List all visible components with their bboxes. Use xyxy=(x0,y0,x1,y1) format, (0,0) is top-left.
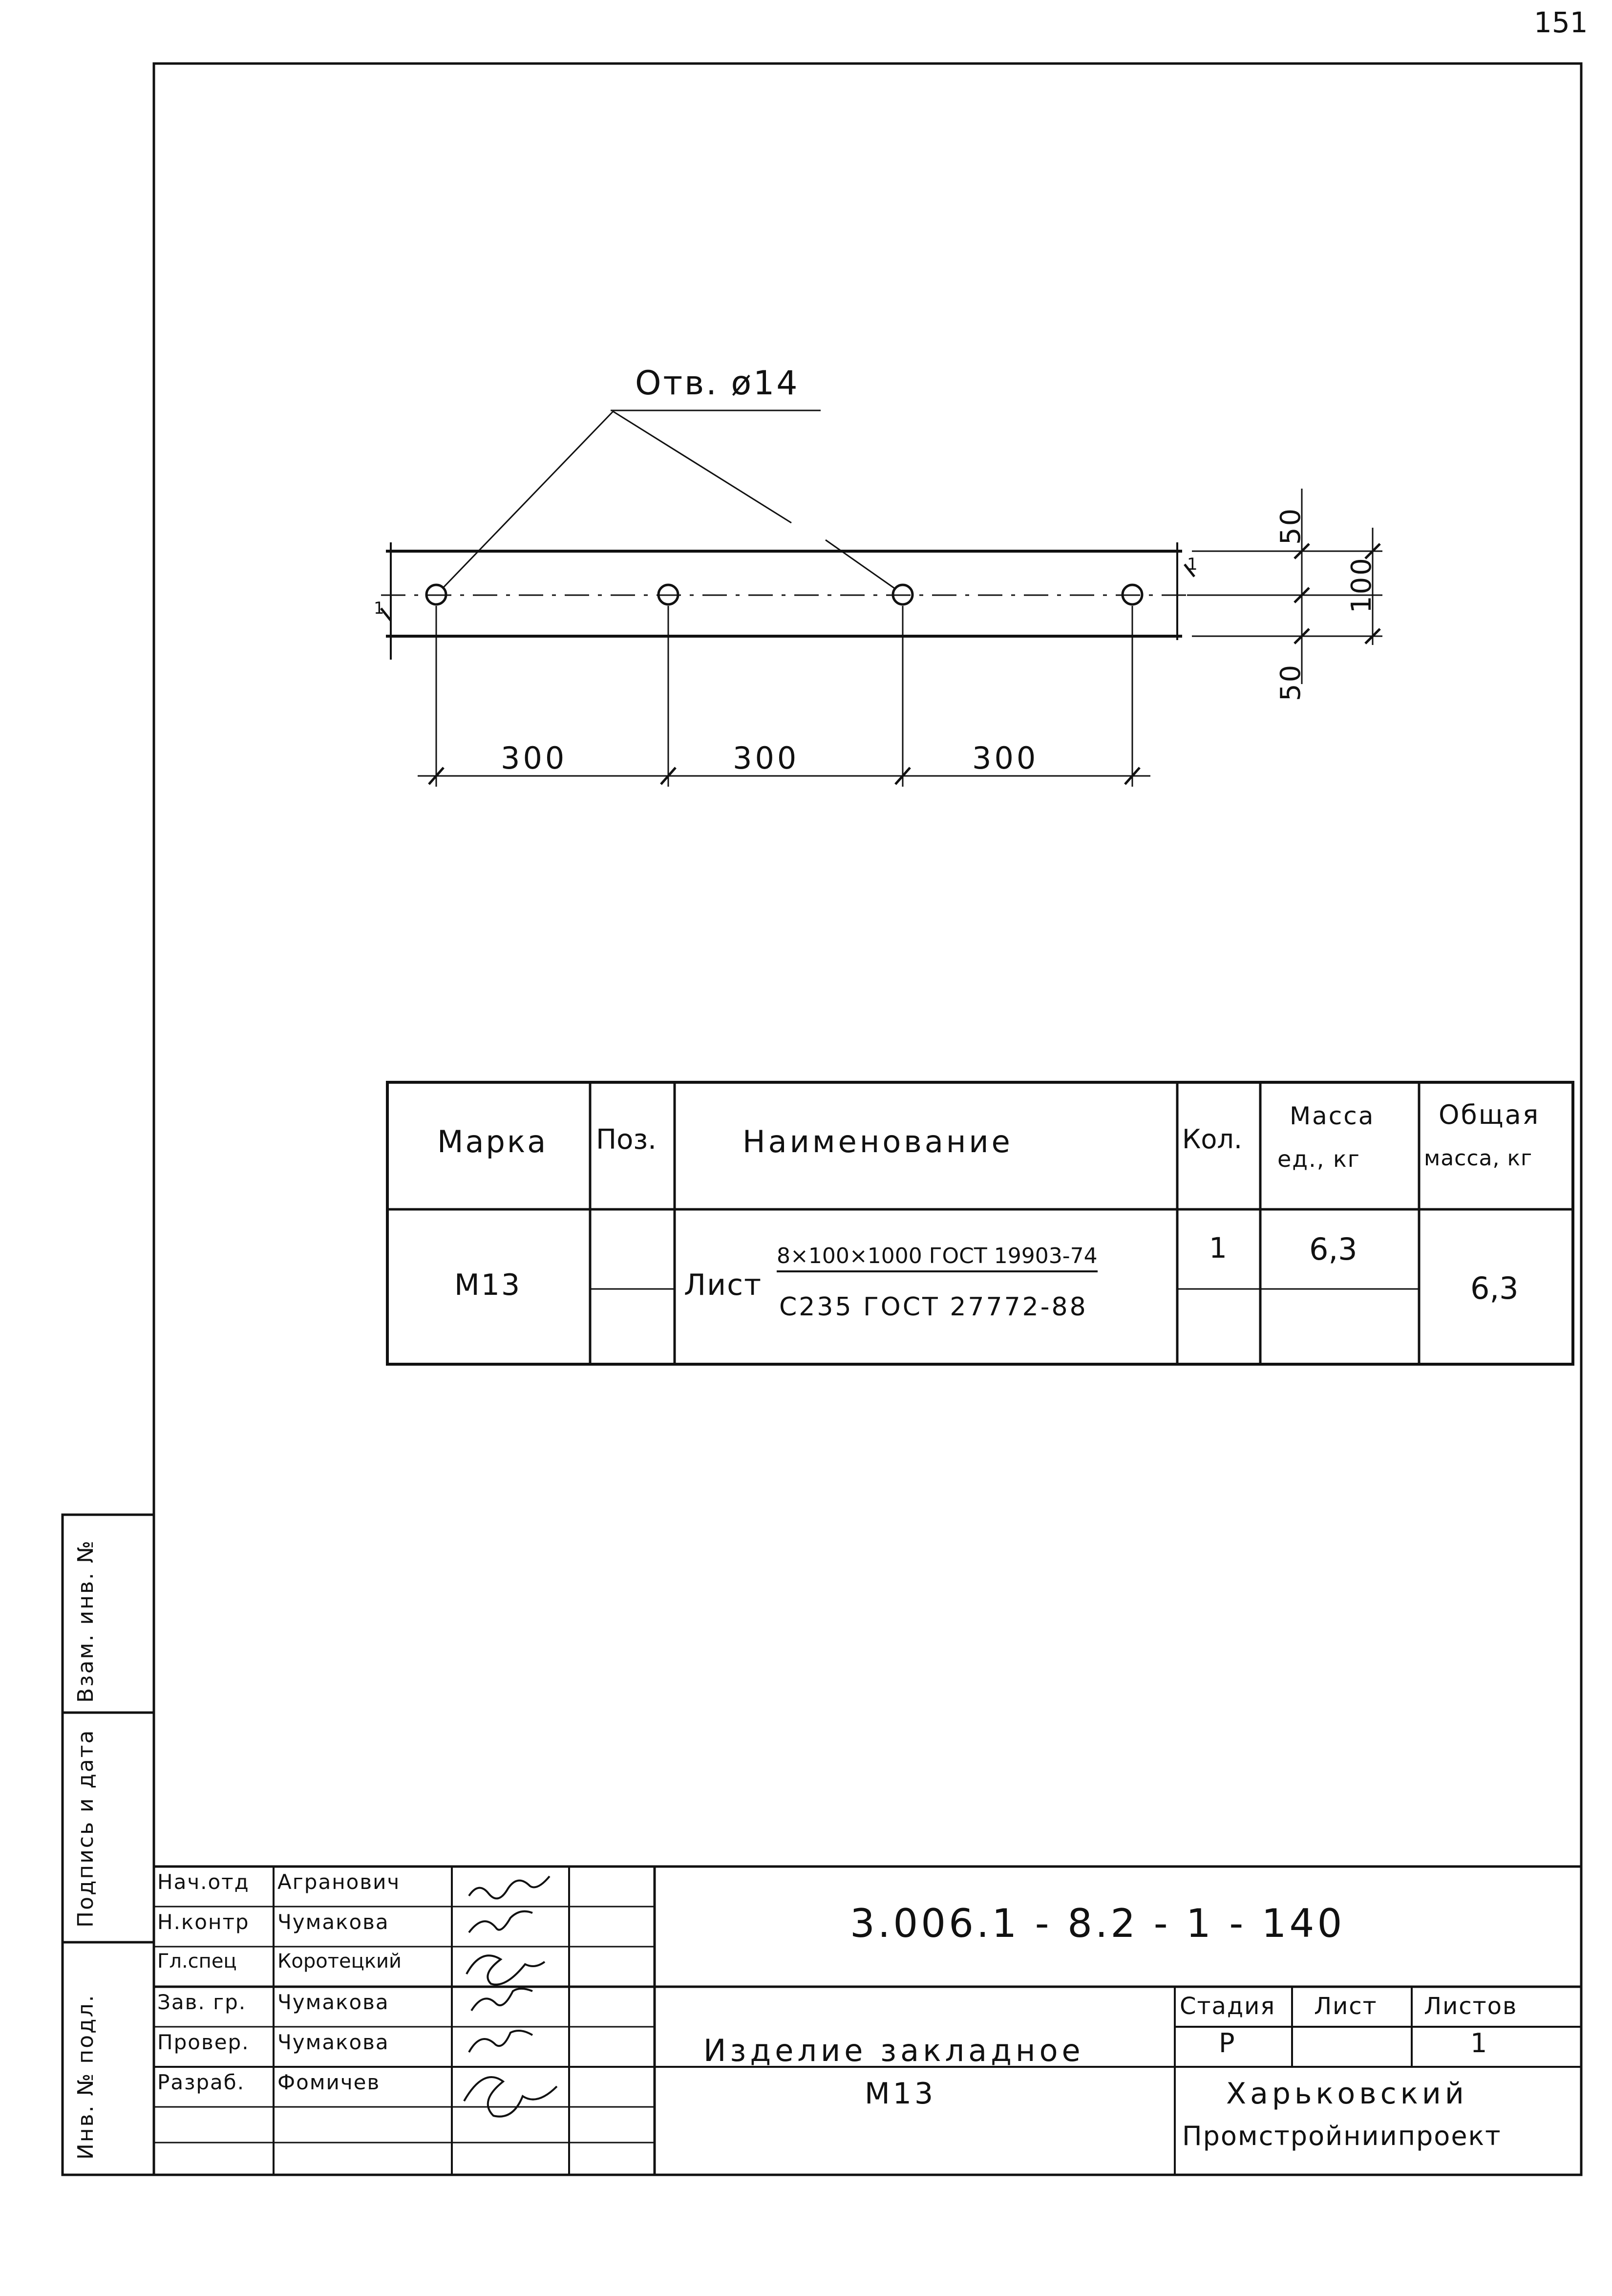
signature-2 xyxy=(469,1911,532,1932)
signature-4 xyxy=(471,1989,532,2011)
role-6: Разраб. xyxy=(157,2070,245,2094)
row-name-bottom: С235 ГОСТ 27772-88 xyxy=(779,1292,1088,1322)
stage-value: Р xyxy=(1219,2028,1235,2059)
row-unit-mass: 6,3 xyxy=(1309,1231,1357,1267)
header-pos: Поз. xyxy=(596,1124,657,1156)
row-name-prefix: Лист xyxy=(684,1268,763,1302)
header-unit-mass-2: ед., кг xyxy=(1277,1146,1360,1172)
sheets-value: 1 xyxy=(1470,2028,1487,2059)
signature-6 xyxy=(464,2077,557,2117)
role-2: Н.контр xyxy=(157,1910,250,1934)
signature-5 xyxy=(469,2031,532,2052)
name-4: Чумакова xyxy=(277,1990,389,2014)
signature-1 xyxy=(469,1876,550,1898)
name-1: Агранович xyxy=(277,1870,401,1894)
name-2: Чумакова xyxy=(277,1910,389,1934)
section-marks xyxy=(381,564,1194,621)
side-replace-inv: Взам. инв. № xyxy=(73,1539,98,1703)
row-total-mass: 6,3 xyxy=(1470,1270,1519,1306)
dim-spacing-1: 300 xyxy=(501,740,568,776)
header-name: Наименование xyxy=(742,1124,1013,1159)
header-total-mass-1: Общая xyxy=(1439,1099,1540,1130)
page-number: 151 xyxy=(1534,6,1588,39)
product-name-1: Изделие закладное xyxy=(703,2033,1084,2068)
sheets-label: Листов xyxy=(1424,1993,1518,2020)
org-1: Харьковский xyxy=(1226,2077,1468,2111)
row-name-top: 8×100×1000 ГОСТ 19903-74 xyxy=(777,1244,1098,1272)
name-3: Коротецкий xyxy=(277,1950,402,1973)
header-total-mass-2: масса, кг xyxy=(1424,1146,1533,1171)
header-unit-mass-1: Масса xyxy=(1290,1102,1375,1130)
section-mark-left: 1 xyxy=(374,599,384,618)
side-sign-date: Подпись и дата xyxy=(73,1729,98,1928)
role-1: Нач.отд xyxy=(157,1870,250,1894)
role-3: Гл.спец xyxy=(157,1950,237,1973)
signatures xyxy=(464,1876,557,2117)
dim-width: 100 xyxy=(1346,557,1378,613)
org-2: Промстройниипроект xyxy=(1182,2121,1502,2151)
dim-spacing-3: 300 xyxy=(972,740,1039,776)
header-qty: Кол. xyxy=(1182,1124,1243,1155)
product-name-2: М13 xyxy=(865,2077,936,2111)
stage-label: Стадия xyxy=(1180,1993,1276,2020)
name-6: Фомичев xyxy=(277,2070,381,2094)
hole-label: Отв. ø14 xyxy=(635,364,800,403)
side-inv-orig: Инв. № подл. xyxy=(73,1994,98,2160)
row-qty: 1 xyxy=(1209,1231,1227,1265)
hole-leader-lines xyxy=(443,410,896,589)
name-5: Чумакова xyxy=(277,2030,389,2054)
dim-edge-top: 50 xyxy=(1275,507,1307,545)
doc-code: 3.006.1 - 8.2 - 1 - 140 xyxy=(850,1901,1345,1946)
section-mark-right: 1 xyxy=(1187,555,1198,574)
plate-drawing xyxy=(381,410,1382,787)
row-mark: М13 xyxy=(454,1268,522,1302)
sheet-label: Лист xyxy=(1314,1993,1378,2020)
dim-edge-bottom: 50 xyxy=(1275,663,1307,701)
header-mark: Марка xyxy=(437,1124,548,1159)
role-4: Зав. гр. xyxy=(157,1990,247,2014)
signature-3 xyxy=(467,1955,545,1984)
role-5: Провер. xyxy=(157,2030,250,2054)
dim-spacing-2: 300 xyxy=(733,740,800,776)
